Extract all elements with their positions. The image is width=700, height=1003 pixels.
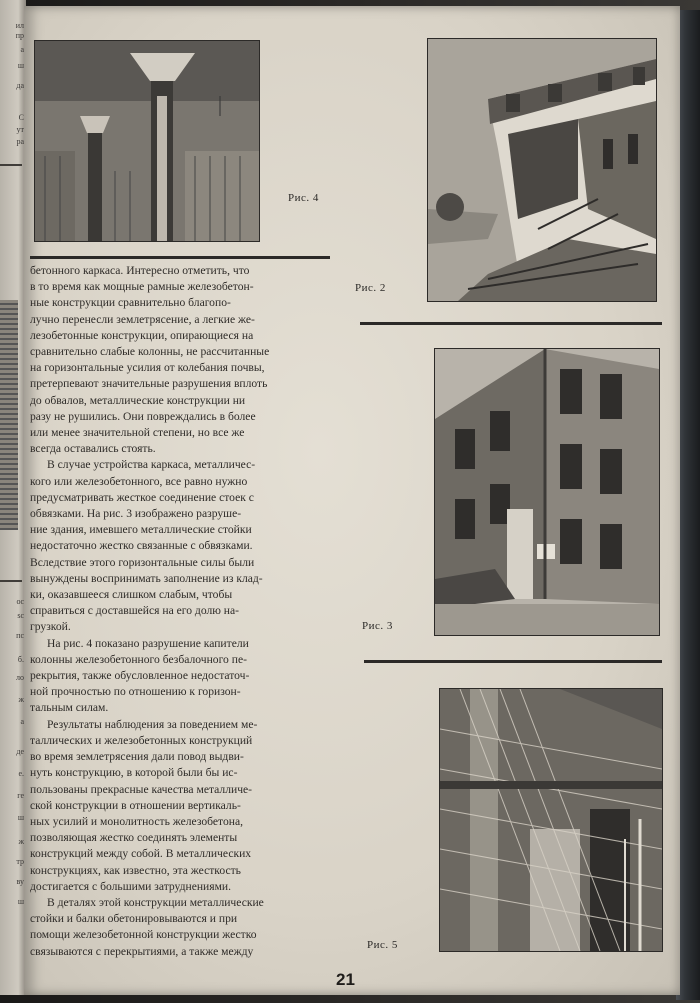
body-text-line: претерпевают значительные разрушения вплоть: [30, 377, 268, 391]
body-text-line: Вследствие этого горизонтальные силы были: [30, 555, 255, 569]
body-text-line: вынуждены воспринимать заполнение из клад-: [30, 571, 263, 585]
body-text-line: разу не рушились. Они повреждались в более: [30, 409, 256, 423]
previous-page-text-fragment: ву: [16, 877, 24, 886]
body-text-line: лезобетонные конструкции, опирающиеся на: [30, 328, 254, 342]
body-text-line: Результаты наблюдения за поведением ме-: [47, 717, 258, 731]
body-text-line: всегда оставались стоять.: [30, 442, 156, 456]
previous-page-edge: [0, 0, 26, 995]
previous-page-text-fragment: ра: [16, 137, 24, 146]
previous-page-text-fragment: да: [16, 81, 24, 90]
body-text-line: конструкциях, как известно, эта жесткость: [30, 863, 241, 877]
previous-page-text-fragment: ш: [17, 61, 24, 70]
figure-2-photo: [427, 38, 657, 302]
body-text-line: На рис. 4 показано разрушение капители: [47, 636, 249, 650]
figure-2-caption: Рис. 2: [355, 282, 386, 294]
figure-4-caption: Рис. 4: [288, 192, 319, 204]
body-text-line: конструкций между собой. В металлических: [30, 847, 252, 861]
previous-page-text-fragment: б.: [17, 655, 24, 664]
previous-page-text-fragment: oc: [16, 597, 24, 606]
body-text-line: или менее значительной степени, но все же: [30, 426, 245, 440]
previous-page-rule: [0, 580, 22, 582]
previous-page-rule: [0, 164, 22, 166]
body-text-line: рекрытия, также обусловленное недостаточ-: [30, 669, 250, 683]
body-text-line: на горизонтальные усилия от колебания почвы,: [30, 361, 265, 375]
body-text-line: грузкой.: [30, 620, 71, 634]
body-text-line: достигается с большими затруднениями.: [30, 879, 232, 893]
body-text-line: кого или железобетонного, все равно нужно: [30, 474, 248, 488]
previous-page-text-fragment: пс: [16, 631, 24, 640]
body-text-line: сравнительно слабые колонны, не рассчитанные: [30, 345, 270, 359]
previous-page-text-fragment: ил: [15, 21, 24, 30]
rule-under-figure-3: [364, 660, 662, 663]
body-text-line: недостаточно жестко связанные с обвязками.: [30, 539, 253, 553]
previous-page-photo-edge: [0, 300, 18, 530]
previous-page-text-fragment: ге: [17, 791, 24, 800]
previous-page-text-fragment: ут: [16, 125, 24, 134]
figure-3-caption: Рис. 3: [362, 620, 393, 632]
previous-page-text-fragment: ш: [17, 813, 24, 822]
rule-under-figure-2: [360, 322, 662, 325]
body-text-line: связываются с перекрытиями, а также между: [30, 944, 254, 958]
body-text-line: тальным силам.: [30, 701, 109, 715]
body-text-line: ных усилий и монолитность железобетона,: [30, 814, 243, 828]
body-text-line: в то время как мощные рамные железобетон-: [30, 280, 254, 294]
body-text-column: [30, 263, 340, 960]
body-text-line: справиться с доставшейся на его долю на-: [30, 604, 240, 618]
figure-3-photo: [434, 348, 660, 636]
body-text-line: позволяющая жестко соединять элементы: [30, 831, 238, 845]
body-text-line: бетонного каркаса. Интересно отметить, что: [30, 264, 250, 277]
previous-page-text-fragment: ж: [18, 695, 24, 704]
body-text-line: В случае устройства каркаса, металличес-: [47, 458, 256, 472]
previous-page-text-fragment: С: [18, 113, 24, 122]
body-text-line: помощи железобетонной конструкции жестко: [30, 928, 257, 942]
body-text-line: ной прочностью по отношению к горизон-: [30, 685, 241, 699]
body-text-line: таллических и железобетонных конструкций: [30, 733, 253, 747]
figure-5-photo: [439, 688, 663, 952]
previous-page-text-fragment: ло: [16, 673, 24, 682]
body-text-line: ки, оказавшееся слишком слабым, чтобы: [30, 588, 233, 602]
body-text-line: предусматривать жесткое соединение стоек с: [30, 490, 254, 504]
body-text-line: пользованы прекрасные качества металличе-: [30, 782, 253, 796]
previous-page-text-fragment: а: [20, 717, 24, 726]
body-text-line: ской конструкции в отношении вертикаль-: [30, 798, 241, 812]
rule-under-figure-4: [30, 256, 330, 259]
body-text-line: нуть конструкцию, в которой были бы ис-: [30, 766, 238, 780]
body-text-line: стойки и балки обетонировываются и при: [30, 912, 238, 926]
book-page: [24, 6, 680, 995]
previous-page-text-fragment: sc: [17, 611, 24, 620]
body-text-line: обвязками. На рис. 3 изображено разруше-: [30, 507, 242, 521]
previous-page-text-fragment: ж: [18, 837, 24, 846]
body-text-line: лучно перенесли землетрясение, а легкие же-: [30, 312, 255, 326]
body-text-line: колонны железобетонного безбалочного пе-: [30, 652, 247, 666]
figure-5-caption: Рис. 5: [367, 939, 398, 951]
previous-page-text-fragment: ш: [17, 897, 24, 906]
body-text-line: В деталях этой конструкции металлические: [47, 895, 264, 909]
previous-page-text-fragment: тр: [16, 857, 24, 866]
previous-page-text-fragment: а: [20, 45, 24, 54]
previous-page-text-fragment: е.: [18, 769, 24, 778]
body-text-line: до обвалов, металлические конструкции ни: [30, 393, 246, 407]
previous-page-text-fragment: де: [16, 747, 24, 756]
body-text-line: во время землетрясения дали повод выдви-: [30, 750, 244, 764]
figure-4-photo: [34, 40, 260, 242]
body-text-line: ные конструкции сравнительно благопо-: [30, 296, 231, 310]
page-number: 21: [336, 970, 355, 989]
body-text-line: ние здания, имевшего металлические стойки: [30, 523, 252, 537]
previous-page-text-fragment: пр: [15, 31, 24, 40]
